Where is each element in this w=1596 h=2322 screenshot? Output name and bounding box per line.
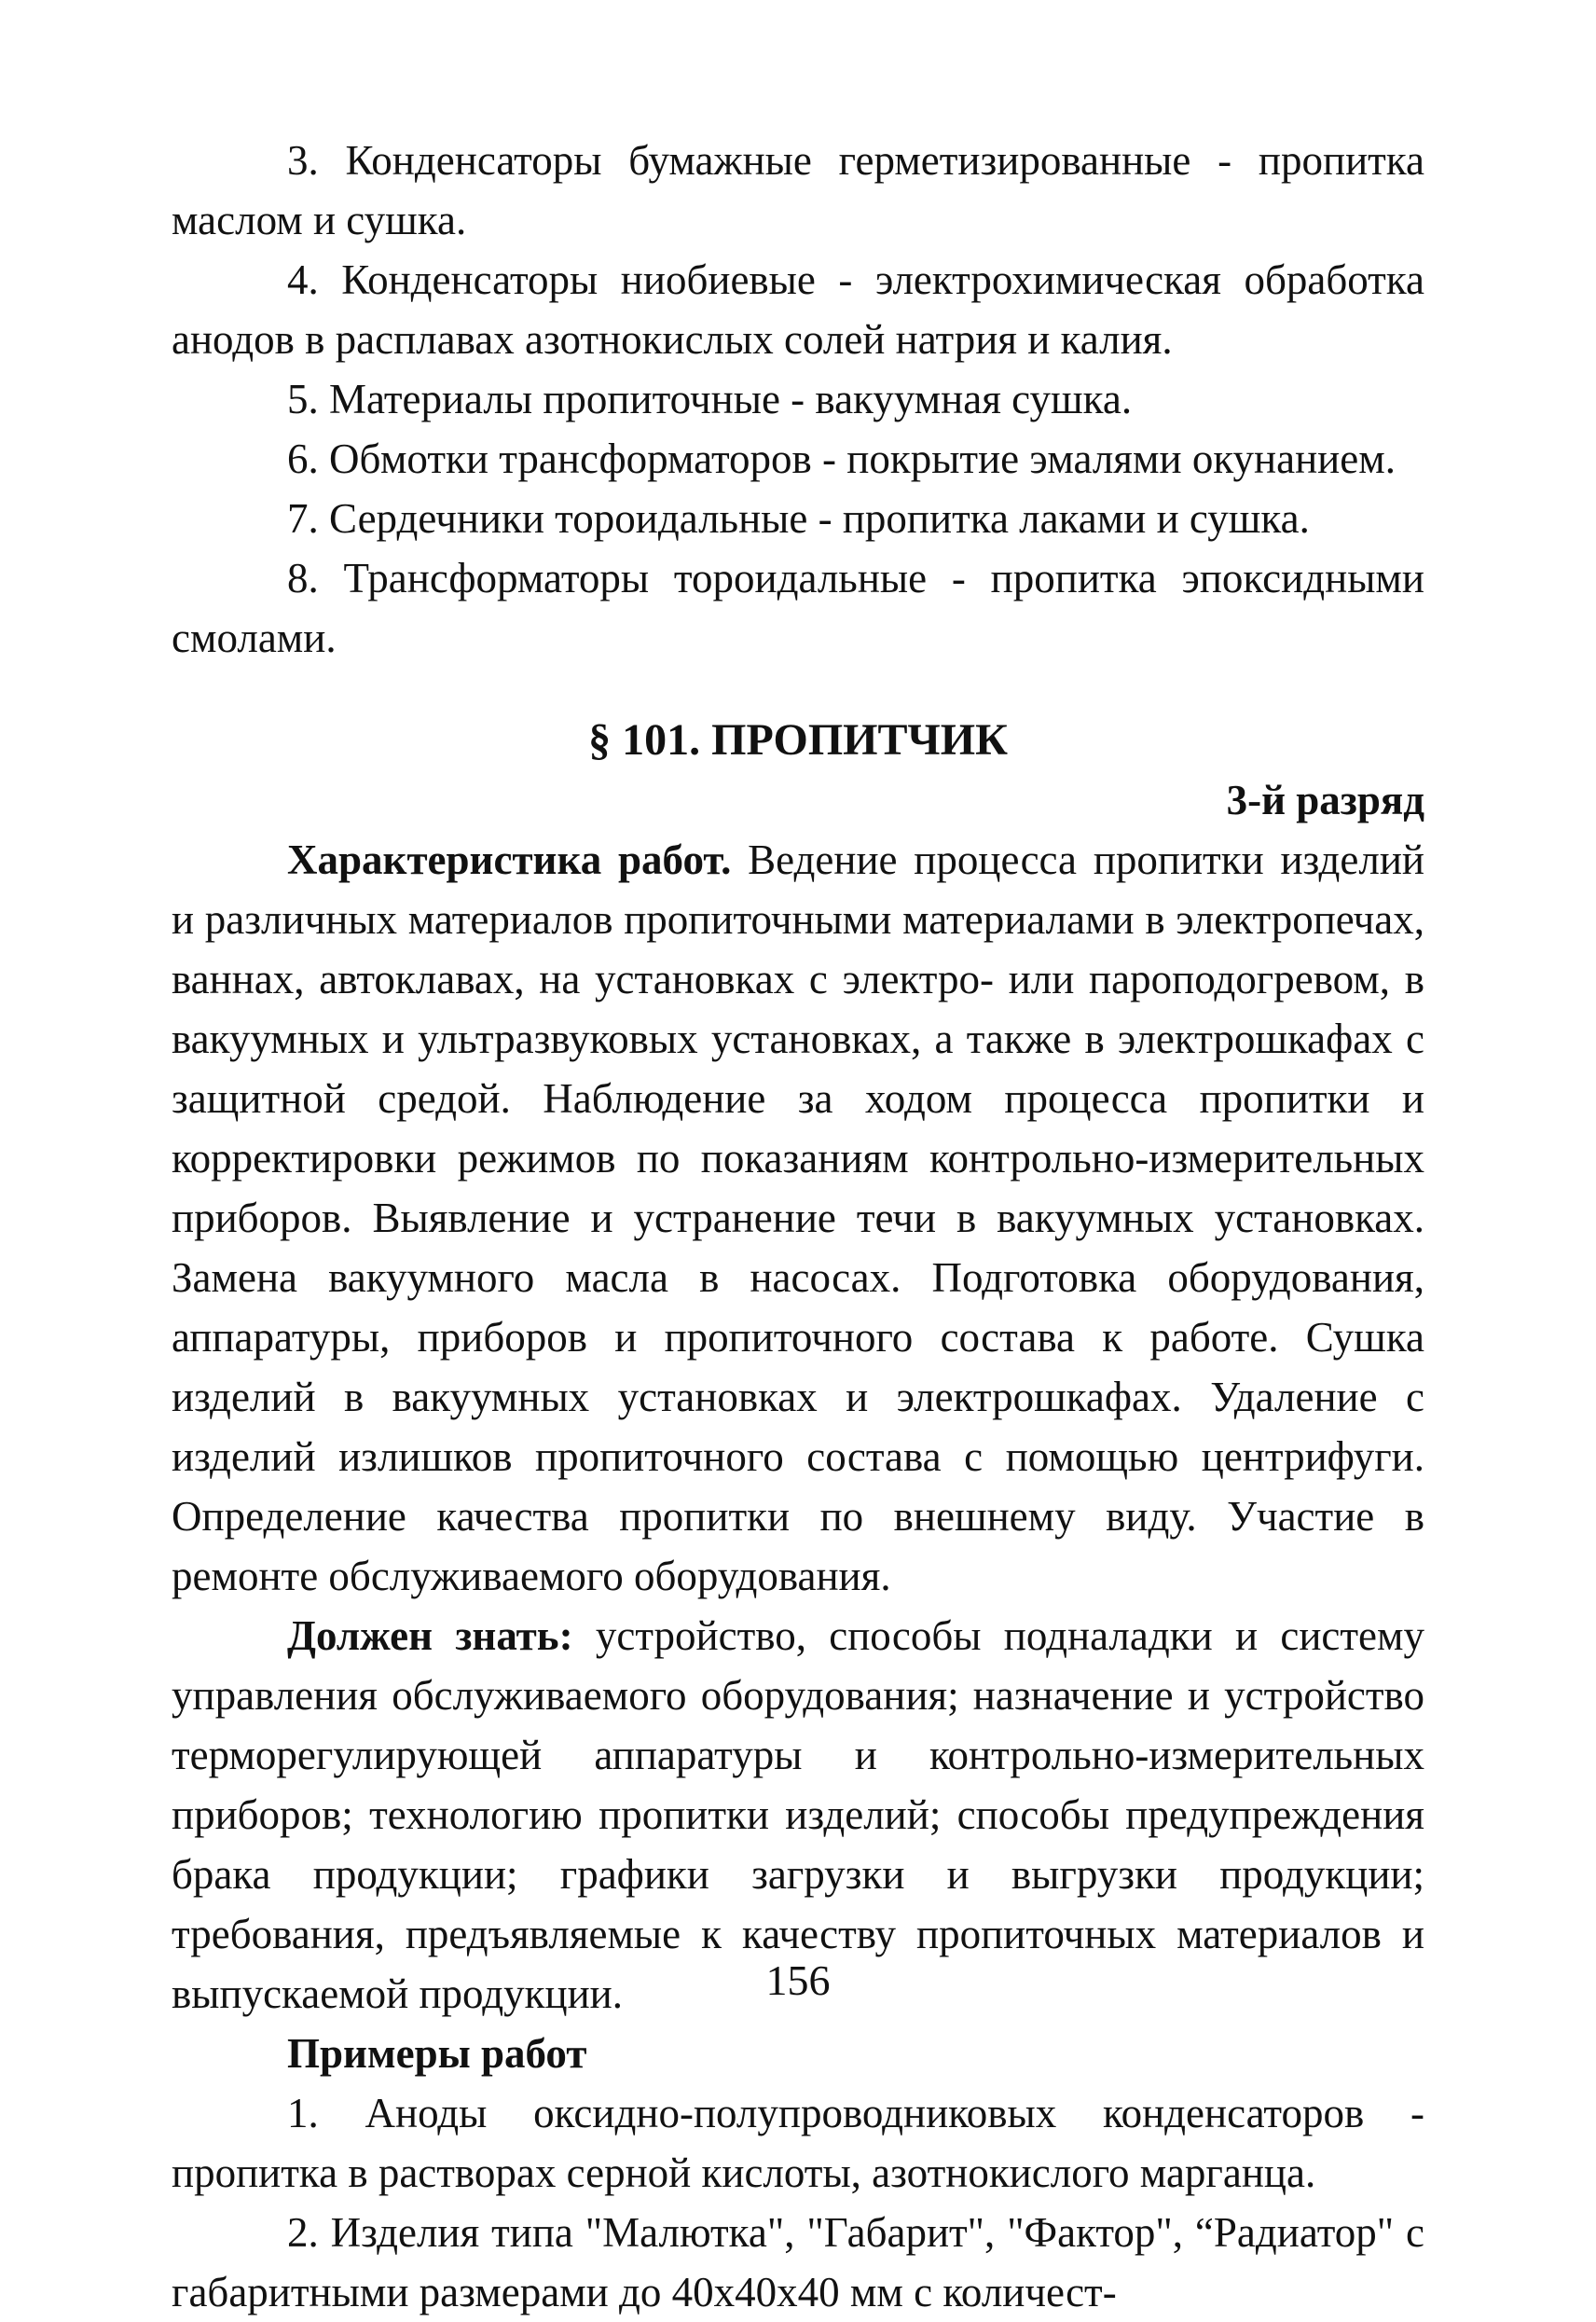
example-item: 2. Изделия типа "Малютка", "Габарит", "Фактор", “Радиатор" с габаритными размерами до 40х40х40 мм с количест- bbox=[172, 2209, 1424, 2315]
list-item: 3. Конденсаторы бумажные герметизированные - пропитка маслом и сушка. bbox=[172, 137, 1424, 243]
characteristics-label: Характеристика работ. bbox=[287, 836, 732, 883]
page-number: 156 bbox=[765, 1956, 831, 2004]
list-item: 7. Сердечники тороидальные - пропитка лаками и сушка. bbox=[287, 495, 1310, 542]
knowledge-label: Должен знать: bbox=[287, 1612, 573, 1659]
knowledge-text: устройство, способы подналадки и систему управления обслуживаемого оборудования; назначение и устройство терморегулирующей аппаратуры и контрольно-измерительных приборов; технологию пропитки изделий; способы предупреждения брака продукции; графики загрузки и выгрузки продукции; требования, предъявляемые к качеству пропиточных материалов и выпускаемой продукции. bbox=[172, 1612, 1424, 2017]
list-item: 5. Материалы пропиточные - вакуумная сушка. bbox=[287, 376, 1133, 422]
list-item: 8. Трансформаторы тороидальные - пропитка эпоксидными смолами. bbox=[172, 555, 1424, 661]
characteristics-paragraph bbox=[172, 830, 1424, 1606]
section-heading: § 101. ПРОПИТЧИК bbox=[588, 715, 1008, 765]
example-item: 1. Аноды оксидно-полупроводниковых конденсаторов - пропитка в растворах серной кислоты, азотнокислого марганца. bbox=[172, 2090, 1424, 2196]
list-item: 4. Конденсаторы ниобиевые - электрохимическая обработка анодов в расплавах азотнокислых солей натрия и калия. bbox=[172, 256, 1424, 363]
grade-label: 3-й разряд bbox=[1226, 777, 1424, 823]
characteristics-text: Ведение процесса пропитки изделий и различных материалов пропиточными материалами в электропечах, ваннах, автоклавах, на установках с электро- или пароподогревом, в вакуумных и ультразвуковых установках, а также в электрошкафах с защитной средой. Наблюдение за ходом процесса пропитки и корректировки режимов по показаниям контрольно-измерительных приборов. Выявление и устранение течи в вакуумных установках. Замена вакуумного масла в насосах. Подготовка оборудования, аппаратуры, приборов и пропиточного состава к работе. Сушка изделий в вакуумных установках и электрошкафах. Удаление с изделий излишков пропиточного состава с помощью центрифуги. Определение качества пропитки по внешнему виду. Участие в ремонте обслуживаемого оборудования. bbox=[172, 836, 1424, 1599]
list-item: 6. Обмотки трансформаторов - покрытие эмалями окунанием. bbox=[287, 435, 1396, 482]
examples-heading: Примеры работ bbox=[287, 2030, 587, 2077]
